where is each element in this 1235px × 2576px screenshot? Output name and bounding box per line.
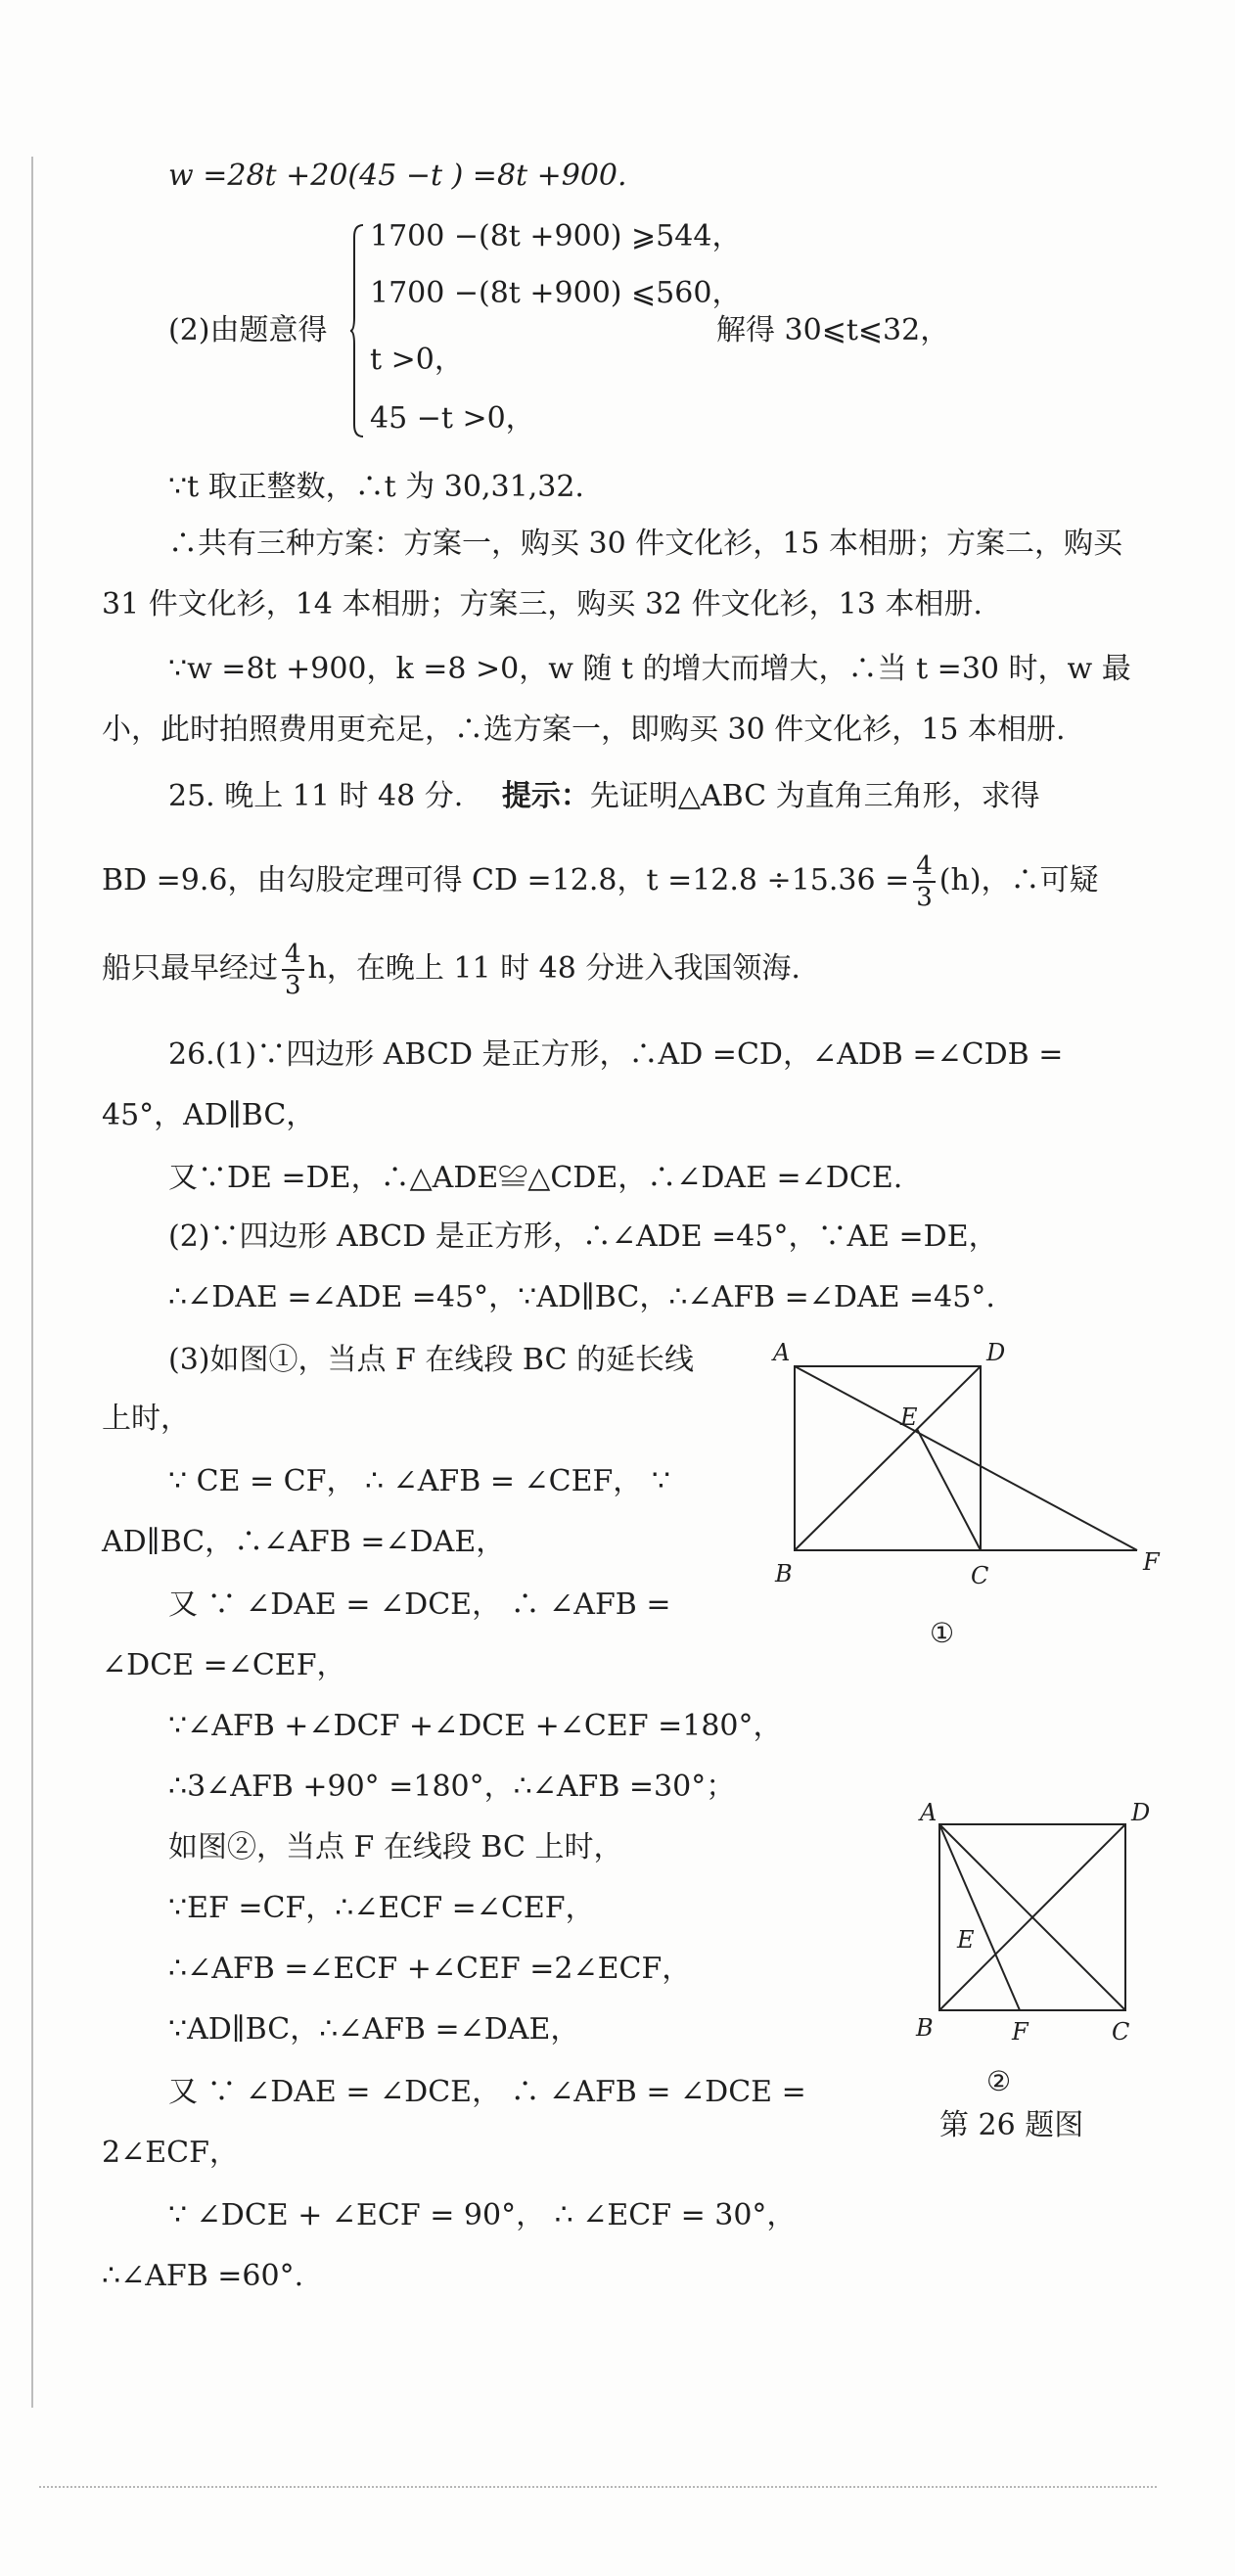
q26-3-line-15: ∵ ∠DCE + ∠ECF = 90°， ∴ ∠ECF = 30°，: [168, 2198, 797, 2232]
w-increase-line-1: ∵w =8t +900，k =8 >0，w 随 t 的增大而增大，∴当 t =30 时，w 最: [168, 652, 1131, 686]
q25-line-2: [102, 851, 1099, 910]
q26-3-line-8: ∴3∠AFB +90° =180°，∴∠AFB =30°；: [168, 1770, 736, 1804]
fig1-label-e: E: [900, 1403, 918, 1431]
figure-1: [763, 1331, 1174, 1664]
fig1-label-f: F: [1143, 1548, 1160, 1576]
fraction-numerator: 4: [913, 851, 936, 883]
q26-3-line-5: 又 ∵ ∠DAE = ∠DCE， ∴ ∠AFB =: [168, 1587, 671, 1622]
fig2-label-d: D: [1131, 1799, 1151, 1826]
fig2-label-a: A: [920, 1799, 938, 1826]
q26-3-line-9: 如图②，当点 F 在线段 BC 上时，: [168, 1830, 623, 1864]
fig1-label-b: B: [775, 1560, 793, 1587]
q26-3-line-14: 2∠ECF，: [102, 2136, 239, 2170]
q26-3-line-3: ∵ CE = CF， ∴ ∠AFB = ∠CEF， ∵: [168, 1464, 670, 1498]
q25-answer: [168, 777, 1040, 816]
q25-hint-text: 先证明△ABC 为直角三角形，求得: [589, 779, 1040, 813]
q25-fraction-2: [282, 940, 304, 1000]
q25-hint-label: 提示：: [501, 779, 590, 813]
system-brace: [350, 223, 364, 438]
system-line-4: 45 −t >0，: [370, 401, 535, 436]
figure-2: [900, 1799, 1194, 2102]
plans-line-2: 31 件文化衫，14 本相册；方案三，购买 32 件文化衫，13 本相册.: [102, 587, 983, 621]
q25-line-3-end: h，在晚上 11 时 48 分进入我国领海.: [307, 951, 800, 986]
q26-2-line-2: ∴∠DAE =∠ADE =45°，∵AD∥BC，∴∠AFB =∠DAE =45°.: [168, 1280, 995, 1314]
system-line-1: 1700 −(8t +900) ⩾544，: [370, 219, 742, 253]
bottom-dotted-rule: [39, 2486, 1157, 2488]
fig1-label-c: C: [971, 1562, 989, 1589]
left-margin-line: [31, 157, 33, 2408]
fig2-label-c: C: [1112, 2018, 1130, 2046]
w-increase-line-2: 小，此时拍照费用更充足，∴选方案一，即购买 30 件文化衫，15 本相册.: [102, 713, 1066, 747]
fig2-label-e: E: [957, 1926, 975, 1954]
q25-line-3: [102, 940, 800, 998]
fig1-label-d: D: [986, 1339, 1006, 1366]
q26-3-line-13: 又 ∵ ∠DAE = ∠DCE， ∴ ∠AFB = ∠DCE =: [168, 2075, 806, 2109]
q25-answer-text: 25. 晚上 11 时 48 分.: [168, 779, 464, 813]
fig2-caption: ②: [986, 2065, 1012, 2097]
solve-result: 解得 30⩽t⩽32，: [716, 313, 950, 347]
q26-3-line-2: 上时，: [102, 1402, 190, 1436]
q26-3-line-10: ∵EF =CF，∴∠ECF =∠CEF，: [168, 1891, 595, 1925]
q26-1-line-3: 又∵DE =DE，∴△ADE≌△CDE，∴∠DAE =∠DCE.: [168, 1161, 903, 1195]
system-line-2: 1700 −(8t +900) ⩽560，: [370, 276, 742, 310]
w-equation: w =28t +20(45 −t ) =8t +900.: [168, 159, 627, 193]
t-integer-line: ∵t 取正整数，∴t 为 30,31,32.: [168, 470, 584, 504]
plans-line-1: ∴共有三种方案：方案一，购买 30 件文化衫，15 本相册；方案二，购买: [168, 527, 1122, 561]
fig1-label-a: A: [773, 1339, 791, 1366]
q26-2-line-1: (2)∵四边形 ABCD 是正方形，∴∠ADE =45°，∵AE =DE，: [168, 1219, 998, 1254]
q26-3-line-12: ∵AD∥BC，∴∠AFB =∠DAE，: [168, 2012, 580, 2047]
q26-3-line-4: AD∥BC，∴∠AFB =∠DAE，: [102, 1525, 506, 1559]
q26-1-line-1: 26.(1)∵四边形 ABCD 是正方形，∴AD =CD，∠ADB =∠CDB =: [168, 1037, 1064, 1072]
q26-3-line-16: ∴∠AFB =60°.: [102, 2259, 304, 2293]
q25-line-3-start: 船只最早经过: [102, 951, 278, 986]
fraction-denominator: 3: [285, 971, 301, 1000]
part2-label: (2)由题意得: [168, 313, 328, 347]
fig2-label-f: F: [1012, 2018, 1029, 2046]
fig1-caption: ①: [930, 1617, 955, 1649]
figure-title: 第 26 题图: [939, 2108, 1084, 2142]
q25-line-2-text: BD =9.6，由勾股定理可得 CD =12.8，t =12.8 ÷15.36 =: [102, 863, 910, 897]
q25-line-2-end: (h)，∴可疑: [938, 863, 1099, 897]
q26-3-line-6: ∠DCE =∠CEF，: [102, 1648, 346, 1682]
q26-3-line-11: ∴∠AFB =∠ECF +∠CEF =2∠ECF，: [168, 1952, 692, 1986]
fraction-numerator: 4: [282, 940, 304, 971]
q26-1-line-2: 45°，AD∥BC，: [102, 1098, 316, 1132]
q25-fraction: [913, 851, 936, 912]
q26-3-line-1: (3)如图①，当点 F 在线段 BC 的延长线: [168, 1343, 695, 1377]
q26-3-line-7: ∵∠AFB +∠DCF +∠DCE +∠CEF =180°，: [168, 1709, 783, 1743]
fraction-denominator: 3: [916, 883, 933, 912]
fig2-label-b: B: [916, 2014, 934, 2042]
system-line-3: t >0，: [370, 343, 464, 377]
